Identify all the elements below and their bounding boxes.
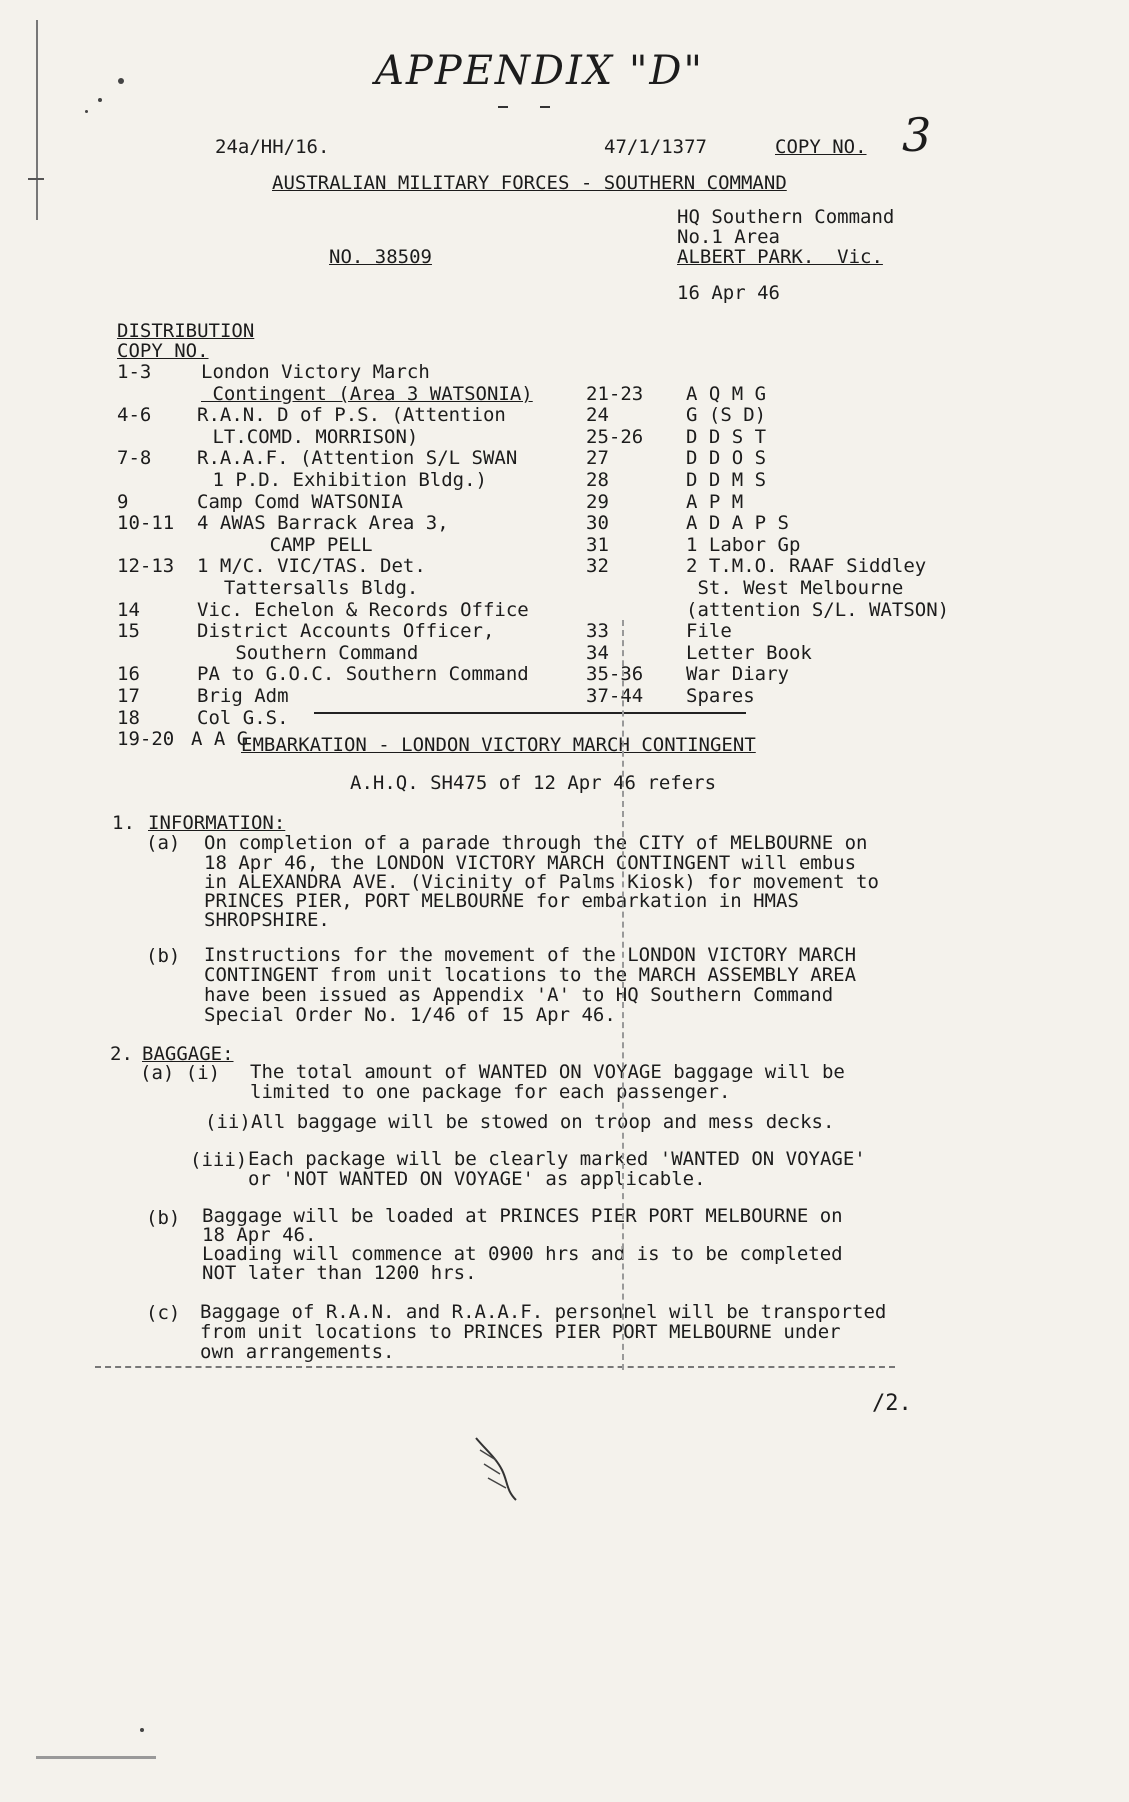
- copy-number: 30: [586, 512, 609, 535]
- copy-number-handwritten: 3: [902, 108, 932, 162]
- handwritten-scribble: [466, 1430, 526, 1510]
- table-row: [586, 405, 1006, 427]
- para-1a-label: (a): [146, 832, 181, 854]
- table-row: [586, 384, 1006, 406]
- text-line: Loading will commence at 0900 hrs and is to be completed: [202, 1243, 843, 1265]
- text-line: NOT later than 1200 hrs.: [202, 1262, 477, 1284]
- copy-number: 12-13: [117, 555, 175, 578]
- para-2b: [202, 1207, 843, 1283]
- table-row: [117, 664, 587, 686]
- ink-speck: [98, 98, 102, 102]
- recipient: Col G.S.: [197, 706, 289, 729]
- table-row: [117, 600, 587, 622]
- copy-number: 32: [586, 555, 609, 578]
- distribution-list-right: [586, 384, 1006, 708]
- table-row: [586, 535, 1006, 557]
- text-line: from unit locations to PRINCES PIER PORT MELBOURNE under: [200, 1321, 841, 1343]
- table-row: [117, 362, 587, 384]
- para-2a-iii-label: (iii): [190, 1149, 248, 1171]
- table-row: [117, 686, 587, 708]
- document-number: NO. 38509: [329, 246, 432, 268]
- section-2-title: BAGGAGE:: [142, 1043, 234, 1065]
- text-line: Each package will be clearly marked 'WANTED ON VOYAGE': [248, 1148, 866, 1170]
- address-line-3: ALBERT PARK. Vic.: [677, 246, 883, 268]
- registry-number: 47/1/1377: [604, 136, 707, 158]
- handwritten-title: APPENDIX "D": [375, 48, 704, 94]
- copy-number: 35-36: [586, 663, 644, 686]
- copy-number: 10-11: [117, 512, 175, 535]
- table-row: [586, 664, 1006, 686]
- para-1b: [204, 945, 856, 1025]
- recipient: London Victory March: [201, 361, 430, 383]
- recipient: A Q M G: [686, 382, 767, 405]
- reference-line: A.H.Q. SH475 of 12 Apr 46 refers: [350, 772, 717, 794]
- ink-speck: [118, 78, 124, 84]
- copy-number: 18: [117, 706, 140, 729]
- recipient: R.A.A.F. (Attention S/L SWAN: [197, 447, 518, 470]
- title-dash: [540, 106, 550, 108]
- text-line: limited to one package for each passenger.: [250, 1081, 731, 1103]
- para-2b-label: (b): [146, 1207, 181, 1229]
- text-line: 18 Apr 46, the LONDON VICTORY MARCH CONTINGENT will embus: [204, 852, 857, 874]
- para-1b-label: (b): [146, 945, 181, 967]
- recipient: Tattersalls Bldg.: [201, 576, 419, 599]
- text-line: 18 Apr 46.: [202, 1224, 317, 1246]
- recipient: G (S D): [686, 404, 767, 427]
- table-row: [117, 492, 587, 514]
- table-row: [586, 427, 1006, 449]
- copy-number: 4-6: [117, 404, 152, 427]
- file-reference: 24a/HH/16.: [215, 136, 330, 158]
- recipient: A D A P S: [686, 512, 789, 535]
- copy-label: COPY NO.: [775, 136, 867, 158]
- title-dash: [498, 106, 508, 108]
- para-2a-ii: All baggage will be stowed on troop and mess decks.: [251, 1111, 835, 1133]
- scan-edge-mark: [28, 178, 44, 180]
- copy-number: 1-3: [117, 361, 152, 383]
- table-row: [117, 448, 587, 470]
- text-line: Baggage of R.A.N. and R.A.A.F. personnel will be transported: [200, 1301, 887, 1323]
- copy-number: 34: [586, 641, 609, 664]
- para-1a: [204, 832, 879, 930]
- recipient: 1 P.D. Exhibition Bldg.): [201, 468, 487, 491]
- ink-speck: [140, 1728, 144, 1732]
- recipient: File: [686, 620, 732, 643]
- section-1-title: INFORMATION:: [148, 812, 286, 834]
- address-line-2: No.1 Area: [677, 226, 780, 248]
- recipient: 2 T.M.O. RAAF Siddley: [686, 555, 927, 578]
- text-line: CONTINGENT from unit locations to the MARCH ASSEMBLY AREA: [204, 964, 857, 986]
- table-row: [586, 600, 1006, 622]
- table-row: [586, 578, 1006, 600]
- para-2c-label: (c): [146, 1302, 181, 1324]
- recipient: 1 M/C. VIC/TAS. Det.: [197, 555, 426, 578]
- copy-number: 27: [586, 447, 609, 470]
- copy-number: 9: [117, 490, 129, 513]
- document-date: 16 Apr 46: [677, 282, 780, 304]
- recipient: Contingent (Area 3 WATSONIA): [201, 382, 533, 405]
- table-row: [117, 643, 587, 665]
- copy-number: 7-8: [117, 447, 152, 470]
- text-line: Special Order No. 1/46 of 15 Apr 46.: [204, 1004, 616, 1026]
- text-line: PRINCES PIER, PORT MELBOURNE for embarkation in HMAS: [204, 890, 799, 912]
- recipient: A P M: [686, 490, 744, 513]
- copy-number: 25-26: [586, 425, 644, 448]
- table-row: [117, 513, 587, 535]
- para-2a-label: (a) (i): [140, 1062, 221, 1084]
- copy-number: 31: [586, 533, 609, 556]
- ink-smudge: [36, 1756, 156, 1759]
- table-row: [117, 535, 587, 557]
- table-row: [117, 621, 587, 643]
- table-row: [586, 448, 1006, 470]
- section-1-number: 1.: [112, 812, 135, 834]
- recipient: Spares: [686, 684, 755, 707]
- recipient: Vic. Echelon & Records Office: [197, 598, 529, 621]
- table-row: [586, 686, 1006, 708]
- copy-number: 19-20: [117, 728, 175, 751]
- table-row: [117, 578, 587, 600]
- recipient: Letter Book: [686, 641, 812, 664]
- recipient: CAMP PELL: [201, 533, 373, 556]
- copy-number: 14: [117, 598, 140, 621]
- text-line: have been issued as Appendix 'A' to HQ Southern Command: [204, 984, 834, 1006]
- para-2c: [200, 1302, 886, 1362]
- recipient: Southern Command: [201, 641, 419, 664]
- distribution-list-left: [117, 362, 587, 751]
- text-line: own arrangements.: [200, 1341, 395, 1363]
- copy-number: 24: [586, 404, 609, 427]
- fold-line: [95, 1366, 895, 1368]
- recipient: 1 Labor Gp: [686, 533, 801, 556]
- text-line: SHROPSHIRE.: [204, 909, 330, 931]
- text-line: or 'NOT WANTED ON VOYAGE' as applicable.: [248, 1168, 706, 1190]
- recipient: A A G: [191, 728, 249, 751]
- table-row: [586, 470, 1006, 492]
- copy-number: 33: [586, 620, 609, 643]
- para-2a-i: [250, 1062, 845, 1102]
- recipient: (attention S/L. WATSON): [686, 598, 950, 621]
- table-row: [117, 556, 587, 578]
- copy-number: 15: [117, 620, 140, 643]
- copy-number: 37-44: [586, 684, 644, 707]
- recipient: District Accounts Officer,: [197, 620, 495, 643]
- recipient: 4 AWAS Barrack Area 3,: [197, 512, 449, 535]
- fold-line: [622, 620, 624, 1370]
- section-2-number: 2.: [110, 1043, 133, 1065]
- table-row: [117, 470, 587, 492]
- text-line: The total amount of WANTED ON VOYAGE baggage will be: [250, 1061, 845, 1083]
- copy-number: 17: [117, 684, 140, 707]
- recipient: Brig Adm: [197, 684, 289, 707]
- subject-line: EMBARKATION - LONDON VICTORY MARCH CONTINGENT: [241, 734, 756, 756]
- recipient: St. West Melbourne: [686, 576, 904, 599]
- recipient: War Diary: [686, 663, 789, 686]
- table-row: [117, 708, 587, 730]
- para-2a-iii: [248, 1149, 866, 1189]
- para-2a-ii-label: (ii): [205, 1111, 251, 1133]
- copy-number: 21-23: [586, 382, 644, 405]
- text-line: On completion of a parade through the CITY of MELBOURNE on: [204, 832, 868, 854]
- table-row: [586, 513, 1006, 535]
- copy-number: 29: [586, 490, 609, 513]
- document-heading: AUSTRALIAN MILITARY FORCES - SOUTHERN COMMAND: [272, 172, 787, 194]
- copy-number: 16: [117, 663, 140, 686]
- table-row: [117, 384, 587, 406]
- table-row: [586, 621, 1006, 643]
- table-row: [117, 427, 587, 449]
- section-divider: [314, 712, 746, 714]
- address-line-1: HQ Southern Command: [677, 206, 895, 228]
- distribution-label: DISTRIBUTION: [117, 320, 255, 342]
- recipient: D D M S: [686, 468, 767, 491]
- text-line: Baggage will be loaded at PRINCES PIER PORT MELBOURNE on: [202, 1205, 843, 1227]
- recipient: Camp Comd WATSONIA: [197, 490, 403, 513]
- copy-number: 28: [586, 468, 609, 491]
- text-line: Instructions for the movement of the LONDON VICTORY MARCH: [204, 944, 857, 966]
- recipient: D D S T: [686, 425, 767, 448]
- table-row: [586, 643, 1006, 665]
- recipient: D D O S: [686, 447, 767, 470]
- table-row: [117, 405, 587, 427]
- recipient: R.A.N. D of P.S. (Attention: [197, 404, 506, 427]
- table-row: [586, 492, 1006, 514]
- text-line: in ALEXANDRA AVE. (Vicinity of Palms Kiosk) for movement to: [204, 871, 879, 893]
- ink-speck: [85, 110, 88, 113]
- recipient: LT.COMD. MORRISON): [201, 425, 419, 448]
- page-continuation: /2.: [872, 1391, 912, 1416]
- copy-no-label: COPY NO.: [117, 340, 209, 362]
- scan-edge-mark: [36, 20, 38, 220]
- table-row: [586, 556, 1006, 578]
- recipient: PA to G.O.C. Southern Command: [197, 663, 529, 686]
